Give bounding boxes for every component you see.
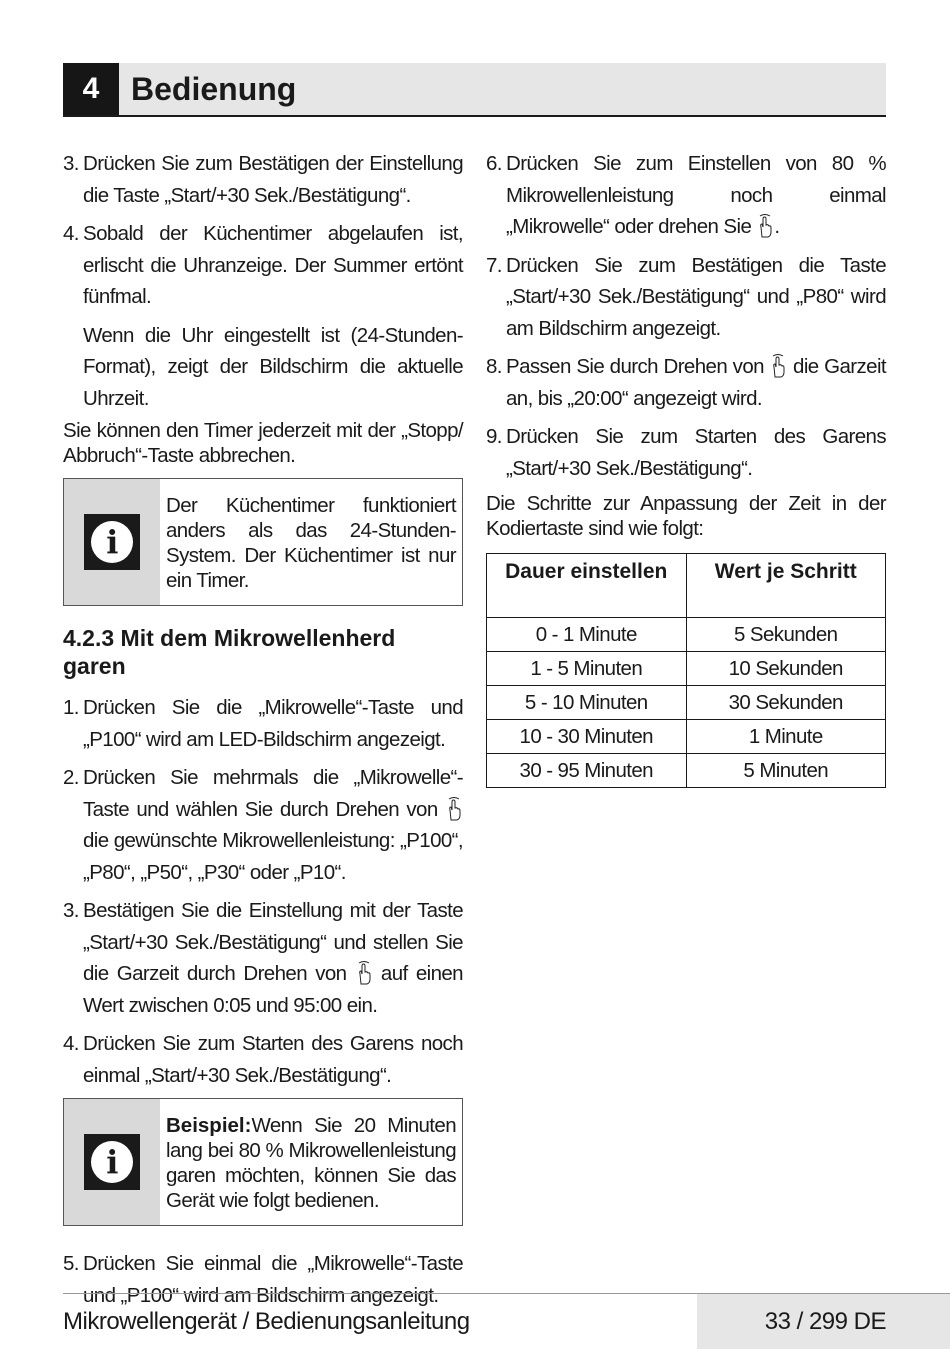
table-cell: 30 - 95 Minuten [487, 754, 687, 788]
list-item [63, 218, 463, 313]
list-number: 5. [63, 1252, 79, 1275]
list-number: 8. [486, 355, 502, 378]
list-number: 2. [63, 766, 79, 789]
table-cell: 10 Sekunden [686, 652, 886, 686]
page-footer [63, 1293, 950, 1349]
list-text: die gewünschte Mikrowellenleistung: „P100“, „P80“, „P50“, „P30“ oder „P10“. [83, 829, 463, 884]
info-icon: i [84, 514, 140, 570]
table-row [487, 618, 886, 652]
list-item [486, 250, 886, 345]
list-text: die Garzeit an, bis „20:00“ angezeigt wird. [506, 355, 887, 410]
column-header: Dauer einstellen [487, 554, 687, 618]
chapter-header [63, 63, 886, 117]
info-text: Wenn Sie 20 Minuten lang bei 80 % Mikrowellenleistung garen möchten, können Sie das Gerät wie folgt bedienen. [166, 1114, 456, 1212]
table-cell: 1 - 5 Minuten [487, 652, 687, 686]
list-number: 7. [486, 253, 502, 277]
chapter-number: 4 [63, 63, 119, 115]
rotary-knob-hand-icon [445, 796, 463, 822]
list-text: Drücken Sie mehrmals die „Mikrowelle“-Taste und wählen Sie durch Drehen von [83, 766, 463, 821]
info-icon: i [84, 1134, 140, 1190]
clock-note: Wenn die Uhr eingestellt ist (24-Stunden-Format), zeigt der Bildschirm die aktuelle Uhrzeit. [83, 323, 463, 410]
rotary-knob-hand-icon [769, 353, 787, 379]
left-column [63, 148, 463, 1318]
duration-table [486, 553, 886, 788]
list-number: 3. [63, 152, 79, 175]
list-text: Bestätigen Sie die Einstellung mit der Taste „Start/+30 Sek./Bestätigung“ und stellen Sie die Garzeit durch Drehen von [83, 899, 463, 985]
table-cell: 5 Sekunden [686, 618, 886, 652]
table-intro: Die Schritte zur Anpassung der Zeit in der Kodiertaste sind wie folgt: [486, 492, 886, 540]
info-text: Der Küchentimer funktioniert anders als das 24-Stunden-System. Der Küchentimer ist nur ein Timer. [166, 494, 456, 592]
section-heading: 4.2.3 Mit dem Mikrowellenherd garen [63, 625, 396, 679]
rotary-knob-hand-icon [355, 960, 373, 986]
table-cell: 10 - 30 Minuten [487, 720, 687, 754]
table-cell: 0 - 1 Minute [487, 618, 687, 652]
footer-page-number: 33 / 299 DE [697, 1294, 950, 1349]
table-cell: 30 Sekunden [686, 686, 886, 720]
list-item [486, 148, 886, 243]
list-number: 1. [63, 696, 79, 719]
list-text: Drücken Sie einmal die „Mikrowelle“-Taste und „P100“ wird am Bildschirm angezeigt. [83, 1252, 463, 1307]
table-cell: 1 Minute [686, 720, 886, 754]
list-text: . [774, 215, 780, 238]
list-number: 4. [63, 1032, 79, 1055]
example-label: Beispiel: [166, 1114, 252, 1137]
list-item [63, 1028, 463, 1091]
info-box-timer [63, 478, 463, 606]
footer-document-title: Mikrowellengerät / Bedienungsanleitung [63, 1308, 470, 1335]
right-column [486, 148, 886, 788]
list-text: Drücken Sie zum Einstellen von 80 % Mikrowellenleistung noch einmal „Mikrowelle“ oder drehen Sie [506, 152, 886, 238]
list-text: auf einen Wert zwischen 0:05 und 95:00 ein. [83, 962, 463, 1017]
list-number: 4. [63, 222, 79, 245]
rotary-knob-hand-icon [756, 213, 774, 239]
table-row [487, 754, 886, 788]
list-text: Drücken Sie die „Mikrowelle“-Taste und „P100“ wird am LED-Bildschirm angezeigt. [83, 696, 463, 751]
table-row [487, 652, 886, 686]
table-row [487, 686, 886, 720]
list-text: Drücken Sie zum Starten des Garens noch einmal „Start/+30 Sek./Bestätigung“. [83, 1032, 463, 1087]
chapter-title: Bedienung [131, 71, 297, 107]
list-text: Passen Sie durch Drehen von [506, 355, 764, 378]
list-item [63, 895, 463, 1021]
table-row [487, 720, 886, 754]
list-text: Sobald der Küchentimer abgelaufen ist, erlischt die Uhranzeige. Der Summer ertönt fünfmal. [83, 222, 463, 308]
list-item [486, 351, 886, 414]
list-item [63, 692, 463, 755]
info-box-example [63, 1098, 463, 1226]
table-cell: 5 Minuten [686, 754, 886, 788]
list-item [63, 762, 463, 888]
list-item [486, 421, 886, 484]
timer-cancel-note: Sie können den Timer jederzeit mit der „Stopp/ Abbruch“-Taste abbrechen. [63, 419, 463, 467]
list-text: Drücken Sie zum Bestätigen die Taste „Start/+30 Sek./Bestätigung“ und „P80“ wird am Bildschirm angezeigt. [506, 253, 886, 340]
table-header-row [487, 554, 886, 618]
list-number: 6. [486, 152, 502, 175]
list-item [63, 148, 463, 211]
list-number: 9. [486, 425, 502, 448]
list-number: 3. [63, 899, 79, 922]
column-header: Wert je Schritt [686, 554, 886, 618]
list-text: Drücken Sie zum Bestätigen der Einstellung die Taste „Start/+30 Sek./Bestätigung“. [83, 152, 463, 207]
list-text: Drücken Sie zum Starten des Garens „Start/+30 Sek./Bestätigung“. [506, 425, 886, 480]
table-cell: 5 - 10 Minuten [487, 686, 687, 720]
